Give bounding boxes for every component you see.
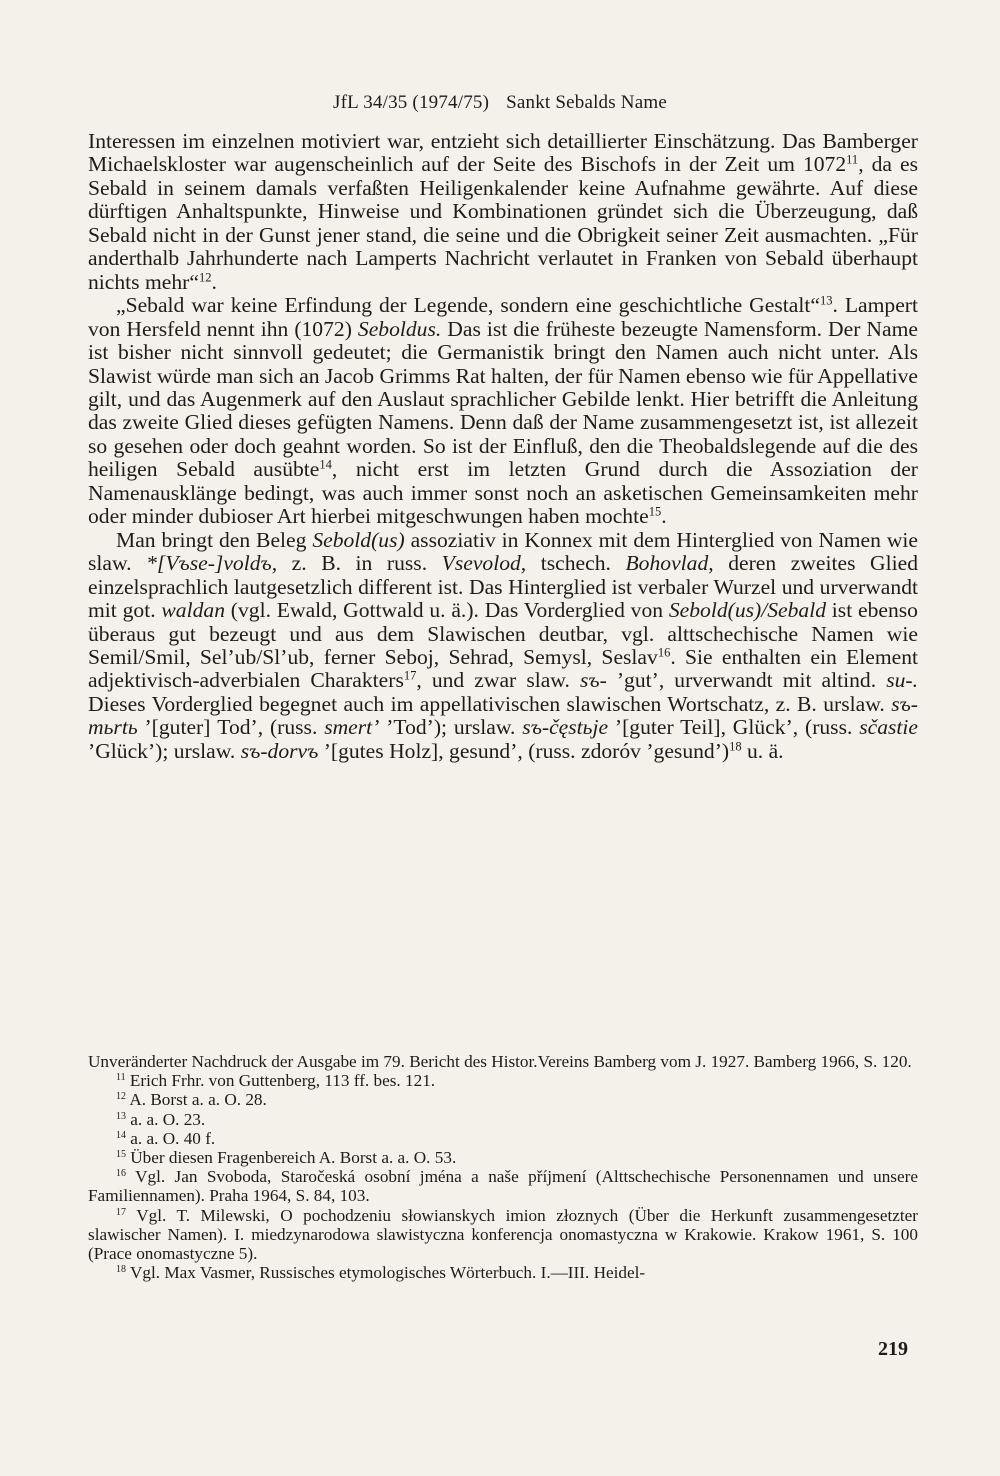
text-run: , da es Sebald in seinem damals verfaßten Heiligenkalender keine Aufnahme gewährte. Auf diese dürftigen Anhaltspunkte, Hinweise und Kombinationen gründet sich die Überzeugung, daß Sebald nicht in der Gunst jener stand, die seine und die Obrigkeit seiner Zeit ausmachten. „Für anderthalb Jahrhunderte nach Lamperts Nachricht verlautet in Franken von Sebald überhaupt nichts mehr“ — [88, 152, 918, 294]
paragraph-2 — [88, 294, 918, 529]
text-run: Man bringt den Beleg — [116, 527, 313, 552]
footnote-text: Über diesen Fragenbereich A. Borst a. a. O. 53. — [130, 1148, 457, 1168]
footnote-13 — [88, 1110, 918, 1129]
footnote-number: 17 — [116, 1206, 126, 1218]
journal-reference: JfL 34/35 (1974/75) — [333, 92, 490, 113]
italic-term: waldan — [161, 598, 225, 623]
footnote-number: 13 — [116, 1110, 126, 1122]
footnote-number: 18 — [116, 1264, 126, 1276]
text-run: . — [661, 504, 667, 529]
paragraph-3 — [88, 529, 918, 764]
main-text — [88, 130, 918, 763]
text-run: Interessen im einzelnen motiviert war, entzieht sich detaillierter Einschätzung. Das Bamberger Michaelskloster war augenscheinlich auf der Seite des Bischofs in der Zeit um 1072 — [88, 129, 918, 177]
footnote-16 — [88, 1167, 918, 1205]
footnote-text: Vgl. Max Vasmer, Russisches etymologisches Wörterbuch. I.—III. Heidel- — [129, 1263, 646, 1283]
footnote-number: 14 — [116, 1129, 126, 1141]
text-run: . Sie enthalten ein Element adjektivisch-adverbialen Charakters — [88, 644, 918, 693]
text-run: ist ebenso überaus gut bezeugt und aus dem Slawischen deutbar, vgl. alttschechische Namen wie Semil/Smil, Sel’ub/Sl’ub, ferner Seboj, Sehrad, Semysl, Seslav — [88, 598, 918, 669]
running-header — [0, 92, 1000, 114]
footnote-ref-18: 18 — [729, 739, 742, 754]
text-run: tschech. — [526, 551, 626, 576]
footnote-text: Vgl. Jan Svoboda, Staročeská osobní jména a naše příjmení (Alttschechische Personennamen und unsere Familiennamen). Praha 1964, S. 84, 103. — [88, 1167, 918, 1206]
italic-term: sъ-čęstьje — [522, 715, 609, 740]
italic-term: Sebold(us) — [312, 527, 405, 552]
footnote-ref-16: 16 — [657, 645, 671, 660]
footnote-14 — [88, 1129, 918, 1148]
footnote-text: a. a. O. 40 f. — [130, 1128, 216, 1148]
italic-term: smert’ — [324, 715, 380, 740]
article-title: Sankt Sebalds Name — [506, 92, 667, 113]
footnote-17 — [88, 1206, 918, 1264]
footnote-ref-15: 15 — [648, 504, 662, 519]
footnote-number: 16 — [116, 1168, 126, 1180]
italic-term: sъ-mьrtь — [88, 691, 918, 740]
footnote-ref-12: 12 — [198, 270, 212, 285]
italic-term: Bohovlad, — [625, 551, 714, 576]
text-run: „Sebald war keine Erfindung der Legende, sondern eine geschichtliche Gestalt“ — [116, 293, 820, 318]
text-run: z. B. in russ. — [277, 551, 442, 576]
footnote-ref-13: 13 — [819, 293, 833, 308]
footnote-ref-14: 14 — [319, 457, 332, 472]
text-run: ’[gutes Holz], gesund’, (russ. zdoróv ’gesund’) — [318, 738, 730, 763]
footnote-number: 11 — [116, 1072, 126, 1084]
text-run: deren zweites Glied einzelsprachlich lautgesetzlich different ist. Das Hinterglied ist verbaler Wurzel und urverwandt mit got. — [88, 551, 918, 623]
text-run: ’[guter Teil], Glück’, (russ. — [608, 715, 860, 740]
footnotes — [88, 1052, 918, 1282]
footnote-text: a. a. O. 23. — [130, 1109, 206, 1129]
footnote-text: A. Borst a. a. O. 28. — [129, 1090, 267, 1110]
page-number: 219 — [878, 1338, 908, 1360]
text-run: Das ist die früheste bezeugte Namensform. Der Name ist bisher nicht sinnvoll gedeutet; die Germanistik bringt den Namen auch nicht unter. Als Slawist würde man sich an Jacob Grimms Rat halten, der für Namen ebenso wie für Appellative gilt, und das Augenmerk auf den Auslaut sprachlicher Gebilde lenkt. Hier betrifft die Anleitung das zweite Glied dieses gefügten Namens. Denn daß der Name zusammengesetzt ist, ist allezeit so gesehen oder doch geahnt worden. So ist der Einfluß, den die Theobaldslegende auf die des heiligen Sebald ausübte — [88, 316, 918, 482]
text-run: ’[guter] Tod’, (russ. — [137, 715, 325, 740]
italic-term: su-. — [886, 668, 918, 693]
text-run: (vgl. Ewald, Gottwald u. ä.). Das Vorderglied von — [225, 598, 669, 623]
italic-term: Seboldus. — [357, 316, 442, 341]
text-run: Dieses Vorderglied begegnet auch im appellativischen slawischen Wortschatz, z. B. urslaw. — [88, 691, 892, 716]
footnote-ref-11: 11 — [846, 152, 859, 167]
footnote-text: Erich Frhr. von Guttenberg, 113 ff. bes. 121. — [129, 1071, 436, 1091]
italic-term: *[Vъse-]voldъ, — [146, 551, 278, 576]
text-run: u. ä. — [741, 738, 784, 763]
text-run: , und zwar slaw. — [416, 668, 580, 693]
text-run: , nicht erst im letzten Grund durch die Assoziation der Namenausklänge bedingt, was auch immer sonst noch an asketischen Gemeinsamkeiten mehr oder minder dubioser Art hierbei mitgeschwungen haben mochte — [88, 457, 918, 529]
footnote-15 — [88, 1148, 918, 1167]
footnote-ref-17: 17 — [403, 668, 417, 683]
italic-term: sčastie — [859, 715, 919, 740]
footnote-18 — [88, 1263, 918, 1282]
italic-term: Vsevolod, — [441, 551, 527, 576]
text-run: assoziativ in Konnex mit dem Hinterglied von Namen wie slaw. — [88, 527, 918, 576]
footnote-11 — [88, 1071, 918, 1090]
italic-term: sъ-dorvъ — [240, 738, 319, 763]
italic-term: sъ- — [579, 668, 607, 693]
footnote-intro: Unveränderter Nachdruck der Ausgabe im 79. Bericht des Histor.Vereins Bamberg vom J. 1927. Bamberg 1966, S. 120. — [88, 1052, 912, 1071]
italic-term: Sebold(us)/Sebald — [668, 598, 826, 623]
footnote-number: 15 — [116, 1149, 126, 1161]
text-run: ’gut’, urverwandt mit altind. — [606, 668, 887, 693]
text-run: . Lampert von Hersfeld nennt ihn (1072) — [88, 293, 918, 341]
paragraph-1 — [88, 130, 918, 294]
footnote-number: 12 — [116, 1091, 126, 1103]
footnote-12 — [88, 1090, 918, 1109]
text-run: . — [211, 269, 217, 294]
text-run: ’Glück’); urslaw. — [88, 738, 241, 763]
text-run: ’Tod’); urslaw. — [379, 715, 523, 740]
footnote-text: Vgl. T. Milewski, O pochodzeniu słowianskych imion złoznych (Über die Herkunft zusammengesetzter slawischer Namen). I. miedzynarodowa slawistyczna konferencja onomastyczna w Krakowie. Krakow 1961, S. 100 (Prace onomastyczne 5). — [88, 1205, 918, 1264]
